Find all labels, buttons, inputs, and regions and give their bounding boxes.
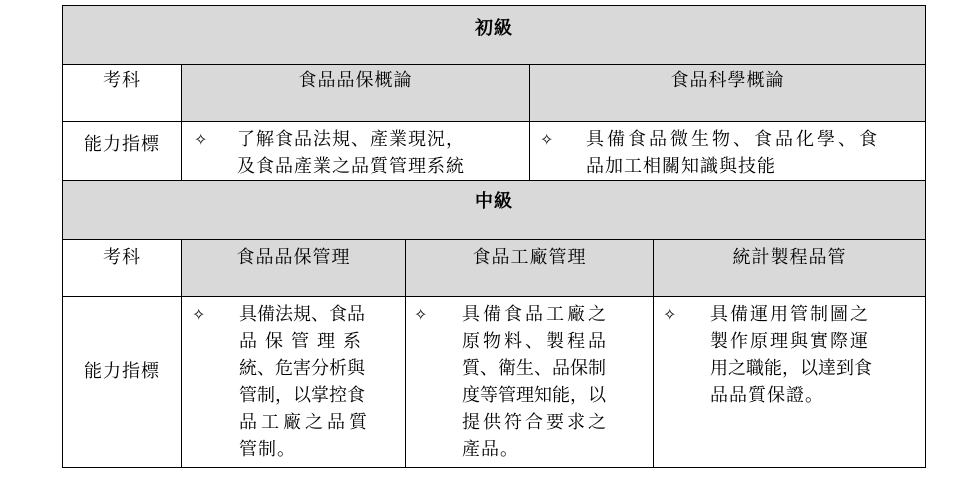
beginner-indicator-2-line: 品加工相關知識與技能 xyxy=(586,156,776,177)
intermediate-subject-2-name: 食品工廠管理 xyxy=(472,247,587,268)
intermediate-subject-3-cell xyxy=(654,240,925,296)
intermediate-indicator-2-line: 原物料、製程品 xyxy=(462,331,609,352)
beginner-subject-label-cell xyxy=(63,65,181,121)
table-divider xyxy=(63,180,925,181)
intermediate-subject-3-name: 統計製程品管 xyxy=(732,247,847,268)
intermediate-indicator-2-line: 度等管理知能，以 xyxy=(462,385,606,406)
intermediate-subject-label-cell xyxy=(63,240,181,296)
intermediate-level-title: 中級 xyxy=(475,191,513,212)
beginner-indicator-2-line: 具備食品微生物、食品化學、食 xyxy=(586,129,880,150)
beginner-indicator-2-cell xyxy=(530,122,925,180)
table-divider xyxy=(181,239,182,467)
beginner-subject-1-name: 食品品保概論 xyxy=(298,70,413,91)
diamond-bullet-icon: ✧ xyxy=(540,130,555,149)
intermediate-indicator-2-line: 產品。 xyxy=(462,439,519,460)
table-divider xyxy=(63,64,925,65)
intermediate-level-header xyxy=(63,181,925,239)
intermediate-indicator-2-line: 提供符合要求之 xyxy=(462,412,609,433)
table-divider xyxy=(181,64,182,181)
table-divider xyxy=(63,121,925,122)
intermediate-subject-1-cell xyxy=(182,240,405,296)
intermediate-indicator-label-cell xyxy=(63,297,181,467)
intermediate-indicator-3-line: 品品質保證。 xyxy=(710,385,824,406)
intermediate-indicator-1-line: 統、危害分析與 xyxy=(239,358,365,379)
diamond-bullet-icon: ✧ xyxy=(192,305,207,324)
beginner-level-title: 初級 xyxy=(475,18,513,39)
table-divider xyxy=(653,239,654,467)
beginner-indicator-1-line: 及食品產業之品質管理系統 xyxy=(237,156,465,177)
table-divider xyxy=(63,296,925,297)
intermediate-indicator-3-line: 具備運用管制圖之 xyxy=(710,304,870,325)
intermediate-indicator-2-cell xyxy=(406,297,653,467)
table-divider xyxy=(529,64,530,181)
beginner-level-header xyxy=(63,6,925,64)
intermediate-indicator-1-line: 具備法規、食品 xyxy=(239,304,365,325)
intermediate-indicator-2-line: 質、衛生、品保制 xyxy=(462,358,606,379)
intermediate-indicator-1-line: 管制。 xyxy=(239,439,296,460)
intermediate-subject-1-name: 食品品保管理 xyxy=(236,247,351,268)
beginner-indicator-label-cell xyxy=(63,122,181,180)
table-divider xyxy=(405,239,406,467)
beginner-subject-2-name: 食品科學概論 xyxy=(670,70,785,91)
diamond-bullet-icon: ✧ xyxy=(414,305,429,324)
intermediate-indicator-1-line: 品工廠之品質 xyxy=(239,412,371,433)
intermediate-indicator-1-line: 管制，以掌控食 xyxy=(239,385,365,406)
table-divider xyxy=(63,239,925,240)
intermediate-indicator-2-line: 具備食品工廠之 xyxy=(462,304,609,325)
intermediate-subject-label: 考科 xyxy=(103,247,141,268)
intermediate-indicator-3-line: 製作原理與實際運 xyxy=(710,331,870,352)
intermediate-subject-2-cell xyxy=(406,240,653,296)
intermediate-indicator-label: 能力指標 xyxy=(84,361,160,382)
certification-table xyxy=(62,5,926,468)
diamond-bullet-icon: ✧ xyxy=(663,305,678,324)
beginner-indicator-label: 能力指標 xyxy=(84,134,160,155)
beginner-indicator-1-line: 了解食品法規、產業現況， xyxy=(237,129,465,150)
intermediate-indicator-3-cell xyxy=(654,297,925,467)
diamond-bullet-icon: ✧ xyxy=(194,130,209,149)
beginner-subject-label: 考科 xyxy=(103,70,141,91)
intermediate-indicator-3-line: 用之職能，以達到食 xyxy=(710,358,872,379)
intermediate-indicator-1-line: 品保管理系 xyxy=(239,331,369,352)
beginner-indicator-1-cell xyxy=(182,122,529,180)
intermediate-indicator-1-cell xyxy=(182,297,405,467)
beginner-subject-1-cell xyxy=(182,65,529,121)
beginner-subject-2-cell xyxy=(530,65,925,121)
